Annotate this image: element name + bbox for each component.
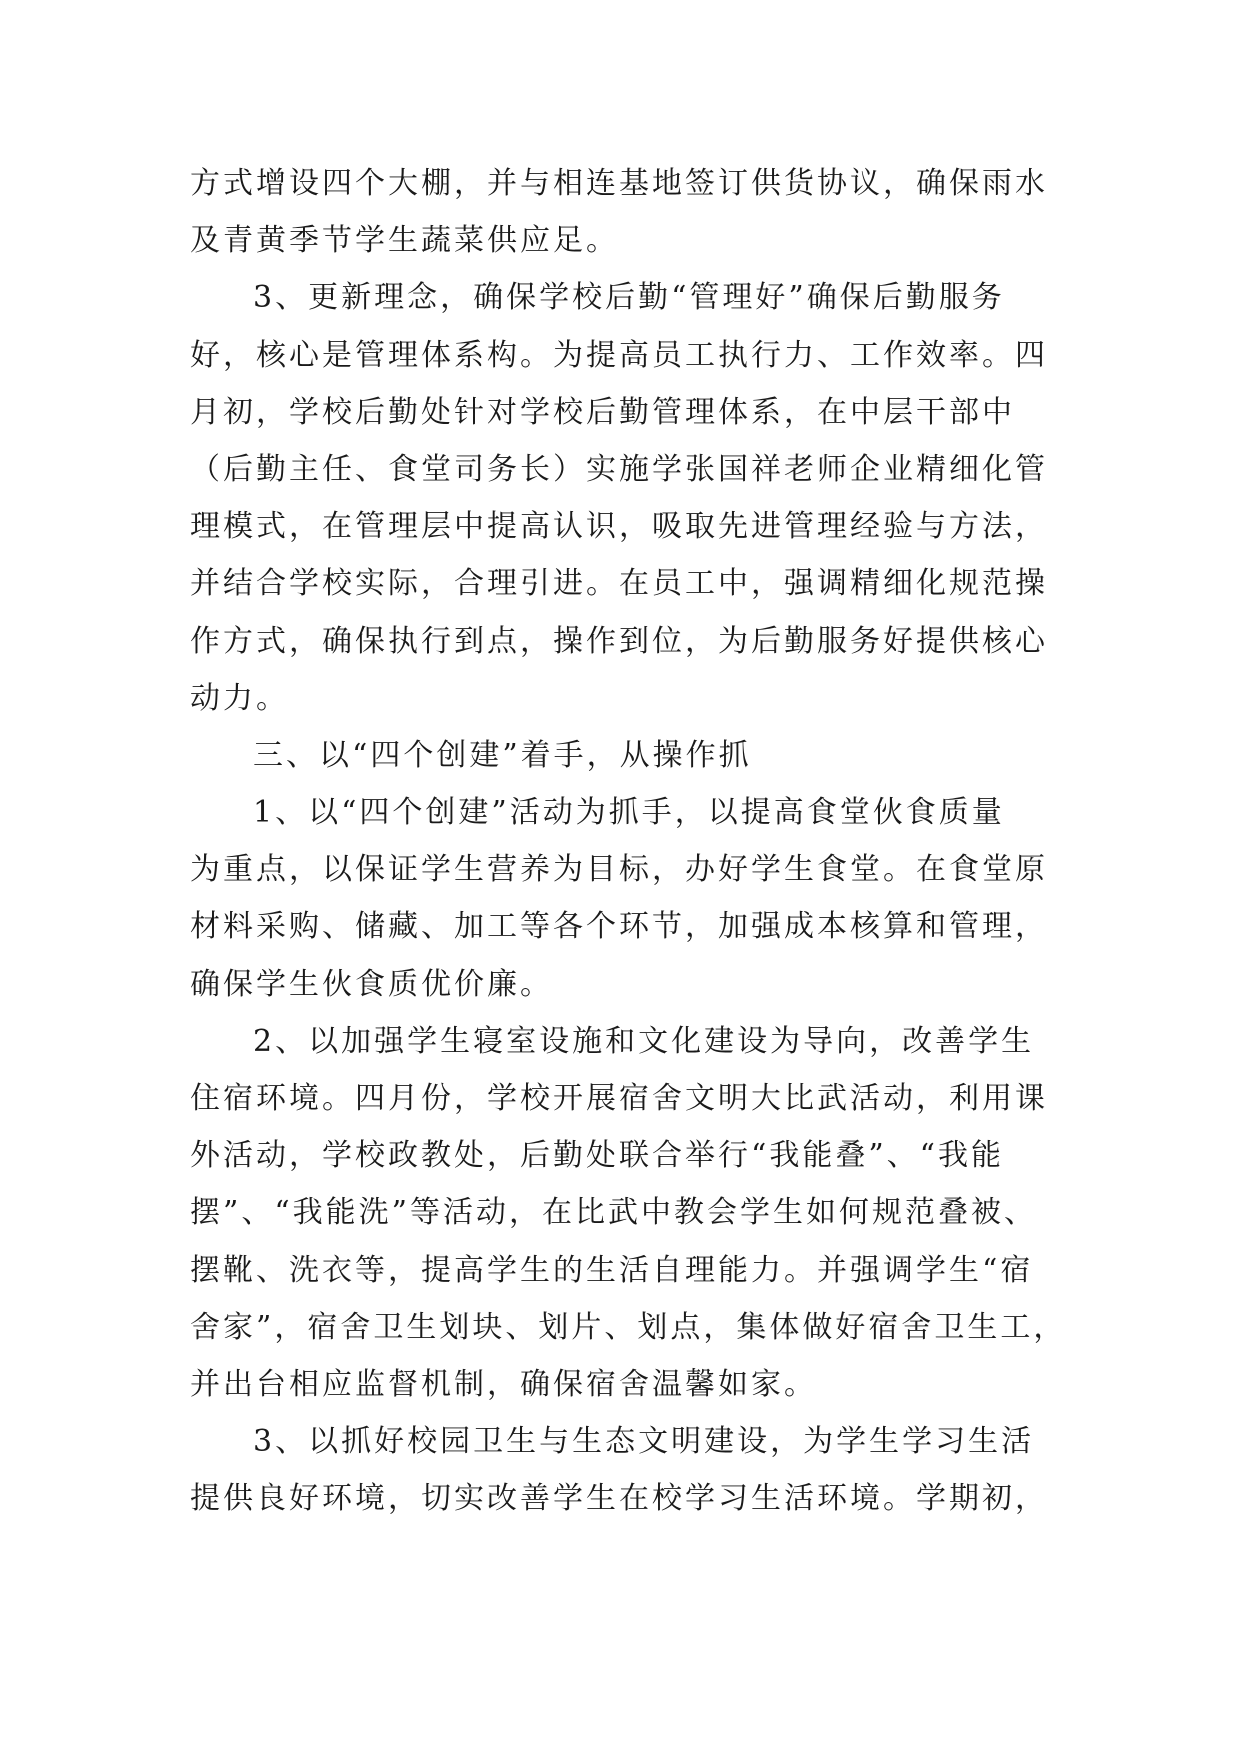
text-line: 材料采购、储藏、加工等各个环节，加强成本核算和管理， (190, 909, 1048, 945)
text-line: 住宿环境。四月份，学校开展宿舍文明大比武活动，利用课 (190, 1081, 1048, 1116)
text-line: 并结合学校实际，合理引进。在员工中，强调精细化规范操 (190, 566, 1048, 602)
text-line: 为重点，以保证学生营养为目标，办好学生食堂。在食堂原 (190, 852, 1048, 888)
text-line: 摆”、“我能洗”等活动，在比武中教会学生如何规范叠被、 (190, 1195, 1038, 1231)
text-line: 2、以加强学生寝室设施和文化建设为导向，改善学生 (253, 1023, 1035, 1059)
text-line: 理模式，在管理层中提高认识，吸取先进管理经验与方法， (190, 509, 1048, 545)
document-body (190, 155, 1070, 1528)
text-line: （后勤主任、食堂司务长）实施学张国祥老师企业精细化管 (190, 451, 1048, 487)
text-line: 3、以抓好校园卫生与生态文明建设，为学生学习生活 (253, 1424, 1035, 1460)
text-line: 动力。 (190, 680, 289, 716)
text-line: 摆靴、洗衣等，提高学生的生活自理能力。并强调学生“宿 (190, 1252, 1034, 1288)
text-line: 外活动，学校政教处，后勤处联合举行“我能叠”、“我能 (190, 1138, 1005, 1174)
text-line: 三、以“四个创建”着手，从操作抓 (253, 737, 752, 773)
text-line: 舍家”，宿舍卫生划块、划片、划点，集体做好宿舍卫生工， (190, 1309, 1067, 1345)
text-line: 提供良好环境，切实改善学生在校学习生活环境。学期初， (190, 1481, 1048, 1517)
text-line: 好，核心是管理体系构。为提高员工执行力、工作效率。四 (190, 337, 1048, 373)
text-line: 方式增设四个大棚，并与相连基地签订供货协议，确保雨水 (190, 166, 1048, 201)
text-line: 作方式，确保执行到点，操作到位，为后勤服务好提供核心 (190, 623, 1048, 659)
text-line: 1、以“四个创建”活动为抓手，以提高食堂伙食质量 (253, 795, 1005, 831)
text-line: 确保学生伙食质优价廉。 (190, 966, 553, 1002)
text-line: 及青黄季节学生蔬菜供应足。 (190, 223, 619, 259)
text-line: 月初，学校后勤处针对学校后勤管理体系，在中层干部中 (190, 394, 1015, 430)
text-line: 3、更新理念，确保学校后勤“管理好”确保后勤服务 (253, 280, 1005, 316)
text-line: 并出台相应监督机制，确保宿舍温馨如家。 (190, 1366, 817, 1402)
